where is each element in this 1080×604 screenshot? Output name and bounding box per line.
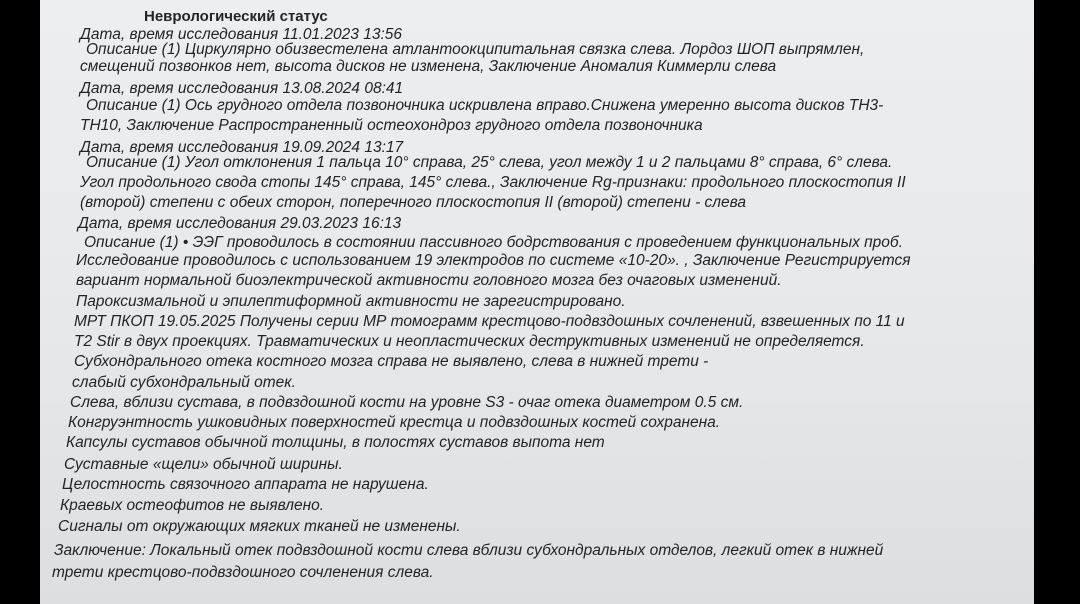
text-line: Дата, время исследования 19.09.2024 13:17	[80, 139, 404, 156]
document-page	[40, 0, 1034, 604]
text-line: Дата, время исследования 11.01.2023 13:56	[80, 26, 402, 43]
text-line: Пароксизмальной и эпилептиформной активности не зарегистрировано.	[76, 293, 626, 310]
text-line: Целостность связочного аппарата не нарушена.	[62, 476, 429, 493]
text-line: Слева, вблизи сустава, в подвздошной кости на уровне S3 - очаг отека диаметром 0.5 см.	[70, 394, 744, 411]
text-line: (второй) степени с обеих сторон, поперечного плоскостопия II (второй) степени - слева	[80, 194, 747, 211]
text-line: ТН10, Заключение Распространенный остеохондроз грудного отдела позвоночника	[80, 117, 703, 134]
text-line: Сигналы от окружающих мягких тканей не изменены.	[58, 518, 461, 535]
text-line: Угол продольного свода стопы 145° справа, 145° слева., Заключение Rg-признаки: продольного плоскостопия II	[80, 174, 906, 191]
text-line: Дата, время исследования 29.03.2023 16:13	[78, 215, 402, 232]
text-line: Описание (1) Ось грудного отдела позвоночника искривлена вправо.Снижена умеренно высота дисков ТН3-	[86, 97, 884, 114]
text-line: Краевых остеофитов не выявлено.	[60, 497, 325, 514]
text-line: Дата, время исследования 13.08.2024 08:41	[80, 80, 404, 97]
text-line: трети крестцово-подвздошного сочленения слева.	[52, 564, 434, 581]
document-heading: Неврологический статус	[144, 8, 328, 25]
text-line: Конгруэнтность ушковидных поверхностей крестца и подвздошных костей сохранена.	[68, 414, 721, 431]
text-line: МРТ ПКОП 19.05.2025 Получены серии МР томограмм крестцово-подвздошных сочленений, взвешенных по 11 и	[74, 313, 905, 330]
text-line: Т2 Stir в двух проекциях. Травматических и неопластических деструктивных изменений не определяется.	[74, 333, 865, 350]
text-line: Описание (1) • ЭЭГ проводилось в состоянии пассивного бодрствования с проведением функциональных проб.	[84, 234, 903, 251]
text-line: Заключение: Локальный отек подвздошной кости слева вблизи субхондральных отделов, легкий отек в нижней	[54, 542, 884, 559]
text-line: смещений позвонков нет, высота дисков не изменена, Заключение Аномалия Киммерли слева	[80, 58, 777, 75]
text-line: Субхондрального отека костного мозга справа не выявлено, слева в нижней трети -	[74, 353, 709, 370]
text-line: Описание (1) Угол отклонения 1 пальца 10° справа, 25° слева, угол между 1 и 2 пальцами 8° справа, 6° слева.	[86, 154, 893, 171]
text-line: слабый субхондральный отек.	[72, 374, 296, 391]
text-line: вариант нормальной биоэлектрической активности головного мозга без очаговых изменений.	[76, 272, 782, 289]
text-line: Описание (1) Циркулярно обизвестелена атлантоокципитальная связка слева. Лордоз ШОП выпрямлен,	[86, 41, 865, 58]
text-line: Суставные «щели» обычной ширины.	[64, 456, 343, 473]
text-line: Капсулы суставов обычной толщины, в полостях суставов выпота нет	[66, 434, 605, 451]
text-line: Исследование проводилось с использованием 19 электродов по системе «10-20». , Заключение Регистрируется	[76, 252, 911, 269]
